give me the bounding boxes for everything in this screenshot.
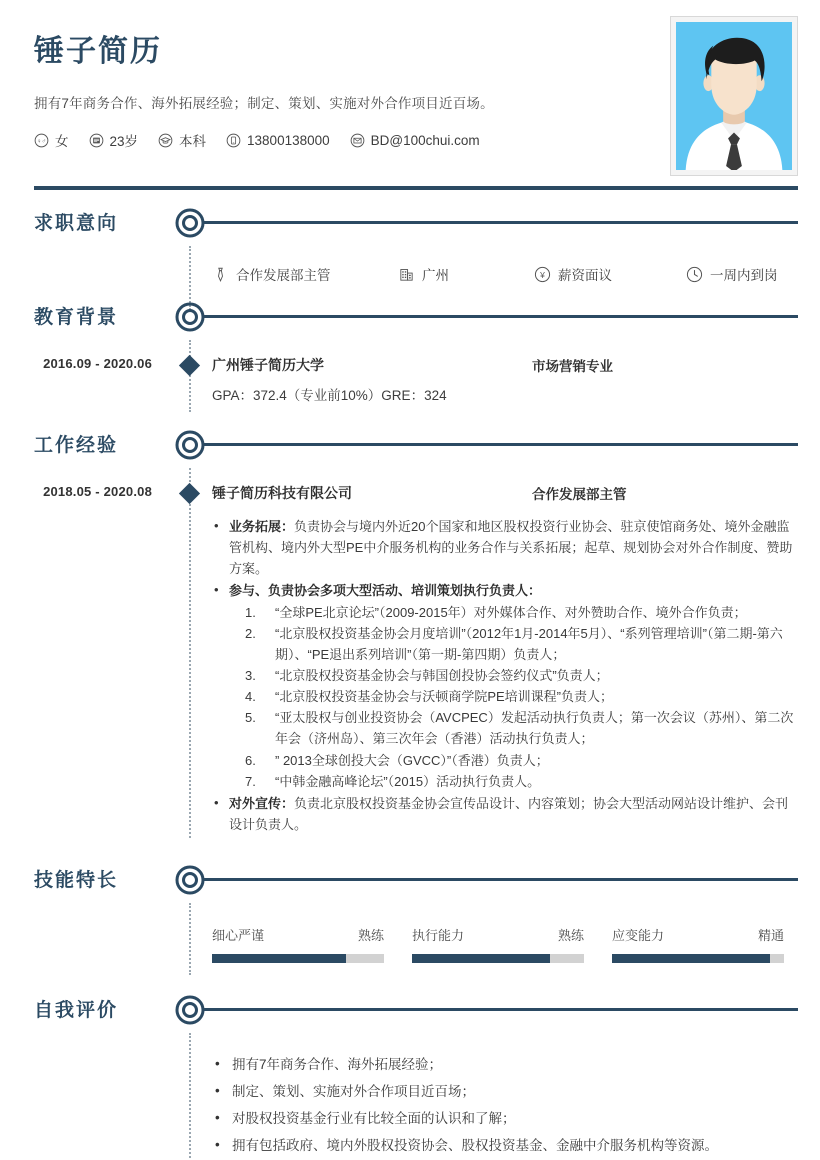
education-major: 市场营销专业 [532, 359, 613, 374]
work-bullet-text: 负责协会与境内外近20个国家和地区股权投资行业协会、驻京使馆商务处、境外金融监管机构、境内外大型PE中介服务机构的业务合作与关系拓展；起草、规划协会对外合作制度、赞助方案。 [229, 519, 793, 577]
contact-education-value: 本科 [179, 134, 207, 149]
calendar-age-icon [89, 133, 104, 148]
intention-salary [534, 264, 686, 284]
skill-level: 熟练 [357, 927, 384, 943]
section-header-skills [0, 857, 820, 903]
section-rule [203, 878, 798, 881]
gender-icon [34, 133, 49, 148]
section-title-skills: 技能特长 [34, 869, 119, 891]
work-numbered-item: “全球PE北京论坛”（2009-2015年）对外媒体合作、对外赞助合作、境外合作负责； [275, 605, 747, 621]
section-rule [203, 315, 798, 318]
intention-availability [686, 264, 778, 284]
work-company: 锤子简历科技有限公司 [212, 485, 352, 501]
contact-age-value: 23岁 [109, 134, 139, 149]
skill-name: 细心严谨 [212, 927, 265, 943]
skill-labels [212, 925, 384, 944]
work-numbered-item: ” 2013全球创投大会（GVCC）”（香港）负责人； [275, 752, 549, 768]
work-bullet-label: 业务拓展： [229, 519, 295, 534]
work-bullet-item [212, 516, 794, 579]
work-date: 2018.05 - 2020.08 [43, 484, 152, 499]
self-evaluation-item: • 拥有7年商务合作、海外拓展经验； [212, 1051, 794, 1078]
avatar [670, 16, 798, 176]
timeline-ring-icon [175, 208, 205, 238]
work-numbered-item: “北京股权投资基金协会与韩国创投协会签约仪式”负责人； [275, 668, 609, 684]
work-bullet-text: 负责北京股权投资基金协会宣传品设计、内容策划；协会大型活动网站设计维护、会刊设计负责人。 [229, 795, 789, 832]
building-icon [398, 266, 415, 283]
header-tagline: 拥有7年商务合作、海外拓展经验；制定、策划、实施对外合作项目近百场。 [34, 96, 494, 111]
header-divider [34, 186, 798, 190]
education-date: 2016.09 - 2020.06 [43, 356, 152, 371]
intention-city-label: 广州 [422, 268, 449, 283]
contact-education [158, 130, 206, 150]
necktie-icon [212, 266, 229, 283]
contact-phone [226, 133, 330, 148]
section-header-job-intention [0, 200, 820, 246]
skill-fill [212, 954, 346, 963]
section-rule [203, 221, 798, 224]
self-evaluation-list [212, 1051, 794, 1159]
contact-email-value: BD@100chui.com [370, 132, 480, 148]
section-rule [203, 1008, 798, 1011]
section-rule [203, 443, 798, 446]
work-bullet-label: 对外宣传： [229, 795, 295, 811]
self-evaluation-item: • 制定、策划、实施对外合作项目近百场； [212, 1078, 794, 1105]
timeline-ring-icon [175, 865, 205, 895]
avatar-illustration [676, 22, 792, 170]
education-entry [0, 352, 820, 404]
education-detail: GPA：372.4（专业前10%）GRE：324 [212, 388, 447, 403]
education-school: 广州锤子简历大学 [212, 357, 324, 373]
skill-fill [612, 954, 770, 963]
work-title: 合作发展部主管 [532, 487, 627, 502]
section-title-job-intention: 求职意向 [34, 213, 119, 234]
section-title-self-evaluation: 自我评价 [34, 999, 119, 1021]
skill-labels [612, 925, 784, 944]
contact-phone-value: 13800138000 [247, 132, 330, 148]
work-entry [0, 480, 820, 510]
education-entry-head [0, 352, 820, 382]
skill-item [212, 925, 384, 963]
section-header-self-evaluation [0, 987, 820, 1033]
intention-availability-label: 一周内到岗 [710, 268, 778, 283]
section-work [0, 422, 820, 835]
section-body-job-intention [0, 246, 820, 294]
contact-gender-value: 女 [55, 134, 69, 149]
timeline-dotted-line [189, 1033, 191, 1160]
work-bullet-list [212, 516, 794, 835]
clock-icon [686, 266, 703, 283]
page-title: 锤子简历 [34, 35, 162, 68]
section-header-education [0, 294, 820, 340]
work-entry-head [0, 480, 820, 510]
contact-age [89, 130, 139, 150]
svg-text:♀♂: ♀♂ [36, 137, 47, 145]
intention-position [212, 264, 398, 284]
work-description [0, 510, 820, 835]
skill-item [412, 925, 584, 963]
skill-fill [412, 954, 550, 963]
skill-track [412, 954, 584, 963]
work-numbered-list [229, 602, 794, 791]
skill-name: 执行能力 [412, 927, 465, 943]
job-intention-list [212, 246, 794, 294]
section-job-intention [0, 200, 820, 294]
section-skills [0, 857, 820, 969]
salary-yen-icon [534, 266, 551, 283]
intention-city [398, 264, 534, 284]
self-evaluation-item: • 拥有包括政府、境内外股权投资协会、股权投资基金、金融中介服务机构等资源。 [212, 1132, 794, 1159]
work-numbered-item: “亚太股权与创业投资协会（AVCPEC）发起活动执行负责人；第一次会议（苏州）、第二次年会（济州岛）、第三次年会（香港）活动执行负责人； [275, 710, 794, 747]
section-header-work [0, 422, 820, 468]
timeline-dotted-line [189, 246, 191, 310]
contact-gender [34, 130, 69, 150]
skill-name: 应变能力 [612, 927, 665, 943]
work-numbered-item: “北京股权投资基金协会与沃顿商学院PE培训课程”负责人； [275, 689, 614, 705]
skill-list [212, 903, 794, 969]
section-self-evaluation [0, 987, 820, 1159]
self-evaluation-body [0, 1033, 820, 1159]
work-bullet-item [212, 580, 794, 791]
skill-item [612, 925, 784, 963]
timeline-dotted-line [189, 903, 191, 975]
skill-track [212, 954, 384, 963]
avatar-image [676, 22, 792, 170]
skill-labels [412, 925, 584, 944]
graduation-cap-icon [158, 133, 173, 148]
timeline-dotted-line [189, 468, 191, 838]
self-evaluation-item: • 对股权投资基金行业有比较全面的认识和了解； [212, 1105, 794, 1132]
timeline-ring-icon [175, 995, 205, 1025]
work-bullet-label: 参与、负责协会多项大型活动、培训策划执行负责人： [229, 583, 542, 599]
phone-icon [226, 133, 241, 148]
work-numbered-item: “北京股权投资基金协会月度培训”（2012年1月-2014年5月）、“系列管理培训”（第二期-第六期）、“PE退出系列培训”（第一期-第四期）负责人； [275, 626, 783, 663]
resume-header [0, 0, 820, 196]
skill-track [612, 954, 784, 963]
work-bullet-item [212, 793, 794, 835]
section-education [0, 294, 820, 404]
section-title-education: 教育背景 [34, 307, 119, 328]
skill-level: 精通 [757, 927, 784, 943]
email-icon [350, 133, 365, 148]
timeline-diamond-icon [179, 483, 200, 504]
intention-position-label: 合作发展部主管 [236, 268, 331, 283]
skill-level: 熟练 [557, 927, 584, 943]
intention-salary-label: 薪资面议 [558, 268, 612, 283]
section-title-work: 工作经验 [34, 435, 119, 456]
section-body-skills [0, 903, 820, 969]
timeline-ring-icon [175, 302, 205, 332]
work-numbered-item: “中韩金融高峰论坛”（2015）活动执行负责人。 [275, 773, 541, 789]
resume-body [0, 196, 820, 1159]
timeline-diamond-icon [179, 355, 200, 376]
contact-email [350, 133, 480, 148]
svg-text:¥: ¥ [540, 269, 545, 280]
timeline-ring-icon [175, 430, 205, 460]
